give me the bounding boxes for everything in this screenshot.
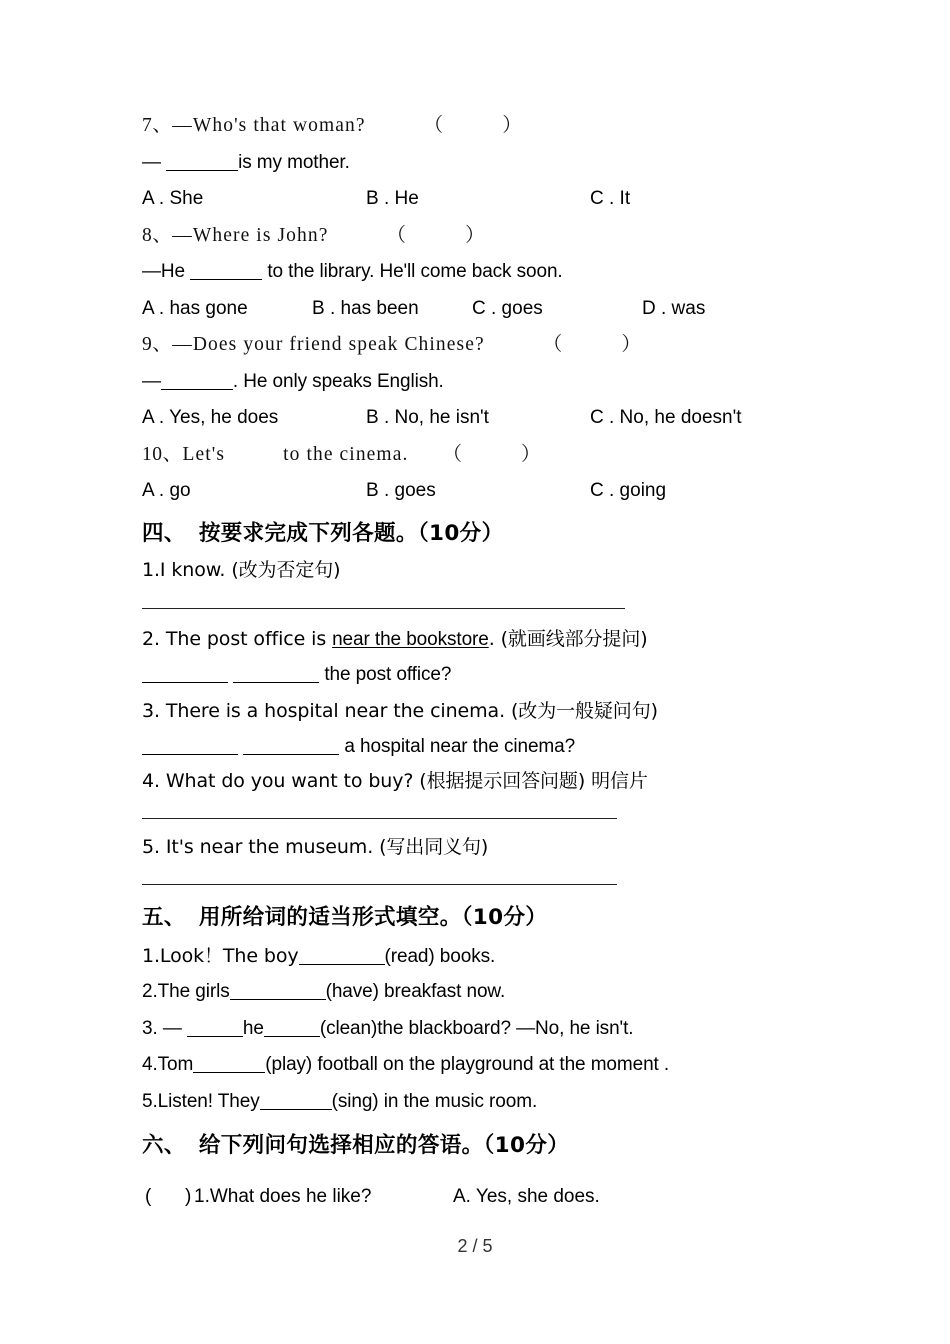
fill-blank-item-3-a[interactable]	[142, 739, 238, 755]
answer-bracket-q9-open: （	[542, 334, 564, 355]
question-number-q9: 9、	[142, 334, 173, 355]
option-q7-a[interactable]: A . She	[142, 188, 204, 209]
option-q8-b[interactable]: B . has been	[312, 297, 419, 319]
question-number-q8: 8、	[142, 224, 173, 246]
section-four-item-2-suffix: . (就画线部分提问)	[488, 627, 648, 650]
question-stem-q9	[142, 327, 842, 364]
section-four-item-3-tail: a hospital near the cinema?	[339, 735, 576, 757]
fill-blank-five-3-b[interactable]	[264, 1021, 320, 1037]
section-six-number: 六、	[142, 1133, 186, 1158]
question-text-q8: —Where is John?	[172, 224, 329, 246]
section-six-title: 给下列问句选择相应的答语。（10分）	[198, 1133, 570, 1158]
sentence-prefix-q7: —	[142, 151, 167, 173]
option-q7-b[interactable]: B . He	[366, 188, 419, 209]
question-stem-q8	[142, 218, 842, 255]
question-number-q7: 7、	[142, 115, 173, 136]
fill-blank-item-3-b[interactable]	[243, 739, 339, 755]
question-sentence-q8	[142, 254, 842, 291]
answer-bracket-q10-open: （	[442, 443, 464, 465]
section-heading-six	[142, 1125, 842, 1166]
section-four-item-2	[142, 622, 842, 657]
question-stem-q7	[142, 108, 842, 145]
section-four-item-1	[142, 554, 842, 587]
section-five-item-3-suffix: (clean)the blackboard? —No, he isn't.	[319, 1017, 634, 1039]
option-q9-b[interactable]: B . No, he isn't	[366, 407, 489, 428]
option-q8-c[interactable]: C . goes	[472, 297, 543, 319]
section-five-number: 五、	[142, 904, 186, 930]
option-q10-a[interactable]: A . go	[142, 480, 191, 501]
options-row-q7	[142, 181, 842, 218]
answer-bracket-q7-open: （	[423, 115, 445, 136]
section-five-item-2	[142, 974, 842, 1011]
question-text-q10-a: Let's	[182, 443, 226, 465]
match-question-1: 1.What does he like?	[194, 1186, 372, 1207]
page-number-footer: 2 / 5	[457, 1236, 493, 1256]
fill-blank-five-4[interactable]	[193, 1057, 265, 1073]
fill-blank-item-2-a[interactable]	[142, 667, 228, 683]
answer-bracket-q8-close: ）	[465, 224, 486, 246]
sentence-suffix-q7: is my mother.	[238, 151, 350, 173]
match-row-1	[142, 1177, 842, 1217]
section-four-item-3-answer	[142, 729, 842, 765]
options-row-q9	[142, 400, 842, 437]
options-row-q10	[142, 473, 842, 510]
section-heading-five	[142, 897, 842, 938]
section-four-title: 按要求完成下列各题。（10分）	[198, 520, 504, 546]
answer-bracket-q9-close: ）	[621, 334, 642, 355]
section-four-number: 四、	[142, 520, 186, 546]
section-four-item-2-answer	[142, 657, 842, 693]
section-four-item-4	[142, 765, 842, 798]
options-row-q8	[142, 291, 842, 328]
section-four-item-5-prompt: 5. It's near the museum. (写出同义句)	[142, 835, 489, 858]
answer-bracket-q8-open: （	[386, 224, 408, 246]
section-heading-four	[142, 513, 842, 554]
page-content	[142, 108, 842, 1217]
section-five-item-3-mid: he	[242, 1017, 264, 1039]
fill-blank-q9[interactable]	[161, 374, 233, 390]
section-four-item-2-underlined: near the bookstore	[332, 628, 489, 650]
question-sentence-q7	[142, 145, 842, 182]
section-four-item-5	[142, 831, 842, 864]
answer-bracket-q7-close: ）	[502, 115, 523, 136]
fill-blank-item-2-b[interactable]	[233, 667, 319, 683]
answer-bracket-q10-close: ）	[521, 443, 542, 465]
section-five-item-5	[142, 1084, 842, 1121]
fill-blank-q8[interactable]	[190, 264, 262, 280]
section-five-item-1-suffix: (read) books.	[384, 945, 496, 967]
option-q8-d[interactable]: D . was	[642, 297, 706, 319]
question-text-q9: —Does your friend speak Chinese?	[172, 334, 485, 355]
section-four-item-2-prefix: 2. The post office is	[142, 627, 333, 650]
match-bracket-open-1: (	[145, 1186, 152, 1207]
match-answer-1[interactable]: A. Yes, she does.	[453, 1186, 600, 1207]
fill-blank-q7[interactable]	[166, 155, 238, 171]
section-five-item-5-suffix: (sing) in the music room.	[331, 1090, 538, 1112]
option-q10-b[interactable]: B . goes	[366, 480, 436, 501]
section-five-item-3-prefix: 3. —	[142, 1017, 187, 1039]
sentence-suffix-q8: to the library. He'll come back soon.	[262, 261, 563, 282]
section-five-item-1-prefix: 1.Look！The boy	[142, 944, 299, 967]
answer-rule-item-1[interactable]	[142, 608, 625, 609]
section-four-item-4-prompt: 4. What do you want to buy? (根据提示回答问题) 明信片	[142, 769, 648, 792]
section-five-item-3	[142, 1011, 842, 1048]
option-q9-a[interactable]: A . Yes, he does	[142, 407, 279, 428]
section-four-item-1-prompt: 1.I know. (改为否定句)	[142, 558, 341, 581]
option-q10-c[interactable]: C . going	[590, 480, 667, 501]
section-five-item-2-prefix: 2.The girls	[142, 981, 230, 1002]
sentence-prefix-q9: —	[142, 370, 161, 392]
fill-blank-five-5[interactable]	[260, 1094, 332, 1110]
question-text-q10-b: to the cinema.	[283, 443, 409, 465]
section-five-item-2-suffix: (have) breakfast now.	[325, 981, 506, 1002]
section-five-item-5-prefix: 5.Listen! They	[142, 1090, 260, 1112]
answer-rule-item-4[interactable]	[142, 818, 617, 819]
option-q7-c[interactable]: C . It	[590, 188, 631, 209]
question-number-q10: 10、	[142, 443, 183, 465]
option-q8-a[interactable]: A . has gone	[142, 297, 248, 319]
answer-rule-item-5[interactable]	[142, 884, 617, 885]
question-stem-q10	[142, 437, 842, 474]
section-four-item-3	[142, 693, 842, 729]
section-five-item-4-suffix: (play) football on the playground at the moment .	[265, 1054, 670, 1075]
match-bracket-close-1[interactable]: )	[185, 1186, 192, 1207]
section-five-title: 用所给词的适当形式填空。（10分）	[198, 904, 548, 930]
question-text-q7: —Who's that woman?	[172, 115, 366, 136]
sentence-suffix-q9: . He only speaks English.	[232, 370, 444, 392]
section-five-item-4	[142, 1047, 842, 1084]
section-four-item-2-tail: the post office?	[319, 663, 452, 685]
section-five-item-1	[142, 938, 842, 975]
fill-blank-five-3-a[interactable]	[187, 1021, 243, 1037]
sentence-prefix-q8: —He	[142, 261, 191, 282]
section-four-item-3-prompt: 3. There is a hospital near the cinema. (改为一般疑问句)	[142, 699, 658, 722]
section-five-item-4-prefix: 4.Tom	[142, 1054, 194, 1075]
fill-blank-five-2[interactable]	[230, 984, 326, 1000]
option-q9-c[interactable]: C . No, he doesn't	[590, 407, 742, 428]
question-sentence-q9	[142, 364, 842, 401]
fill-blank-five-1[interactable]	[299, 949, 385, 965]
